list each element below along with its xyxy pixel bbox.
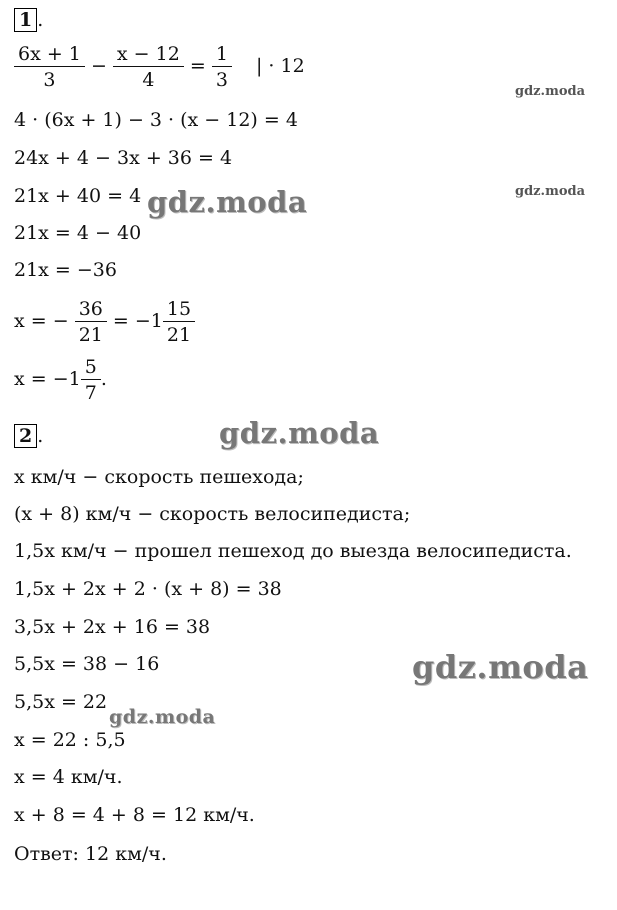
solution-line: x км/ч − скорость пешехода; [14,466,304,488]
solution-line: x + 8 = 4 + 8 = 12 км/ч. [14,804,255,826]
fraction [212,44,232,90]
fraction [75,299,107,345]
operator: − [90,55,107,77]
task-number-dot: . [37,9,44,31]
task-1-header [14,8,43,32]
fraction [163,299,195,345]
numerator: 1 [212,44,232,67]
numerator: 5 [81,357,101,380]
solution-line: 3,5x + 2x + 16 = 38 [14,616,211,638]
watermark: gdz.moda [515,184,586,199]
task-number-box: 1 [14,8,37,32]
denominator: 7 [84,382,97,404]
answer-line: Ответ: 12 км/ч. [14,843,167,865]
equation-line-1 [14,44,305,90]
solution-line: 5,5x = 22 [14,691,108,713]
numerator: 15 [163,299,195,322]
equation-line-6: 21x = −36 [14,259,117,281]
watermark: gdz.moda [515,84,586,99]
lhs: x = − [14,310,69,332]
equation-line-3: 24x + 4 − 3x + 36 = 4 [14,147,233,169]
watermark: gdz.moda [219,416,380,450]
equation-line-2: 4 · (6x + 1) − 3 · (x − 12) = 4 [14,109,298,131]
lhs: x = −1 [14,368,81,390]
solution-line: 1,5x км/ч − прошел пешеход до выезда велосипедиста. [14,540,572,562]
end-dot: . [100,368,107,390]
watermark: gdz.moda [147,185,308,219]
watermark: gdz.moda [109,706,216,728]
solution-line: 1,5x + 2x + 2 · (x + 8) = 38 [14,578,282,600]
denominator: 3 [215,69,228,91]
fraction [81,357,101,403]
denominator: 3 [43,69,56,91]
task-number-box: 2 [14,424,37,448]
watermark: gdz.moda [412,648,589,686]
solution-line: x = 4 км/ч. [14,766,123,788]
multiplier-note: | · 12 [255,55,305,77]
equation-line-8 [14,357,107,403]
equation-line-7 [14,299,195,345]
task-number-dot: . [37,425,44,447]
fraction [14,44,85,90]
fraction [113,44,184,90]
equation-line-5: 21x = 4 − 40 [14,222,142,244]
task-2-header [14,424,43,448]
numerator: 36 [75,299,107,322]
operator: = [189,55,206,77]
middle: = −1 [112,310,163,332]
denominator: 21 [166,324,192,346]
numerator: x − 12 [113,44,184,67]
denominator: 4 [142,69,155,91]
solution-line: 5,5x = 38 − 16 [14,653,160,675]
equation-line-4: 21x + 40 = 4 [14,185,142,207]
solution-line: x = 22 : 5,5 [14,729,126,751]
solution-line: (x + 8) км/ч − скорость велосипедиста; [14,503,411,525]
numerator: 6x + 1 [14,44,85,67]
denominator: 21 [78,324,103,346]
